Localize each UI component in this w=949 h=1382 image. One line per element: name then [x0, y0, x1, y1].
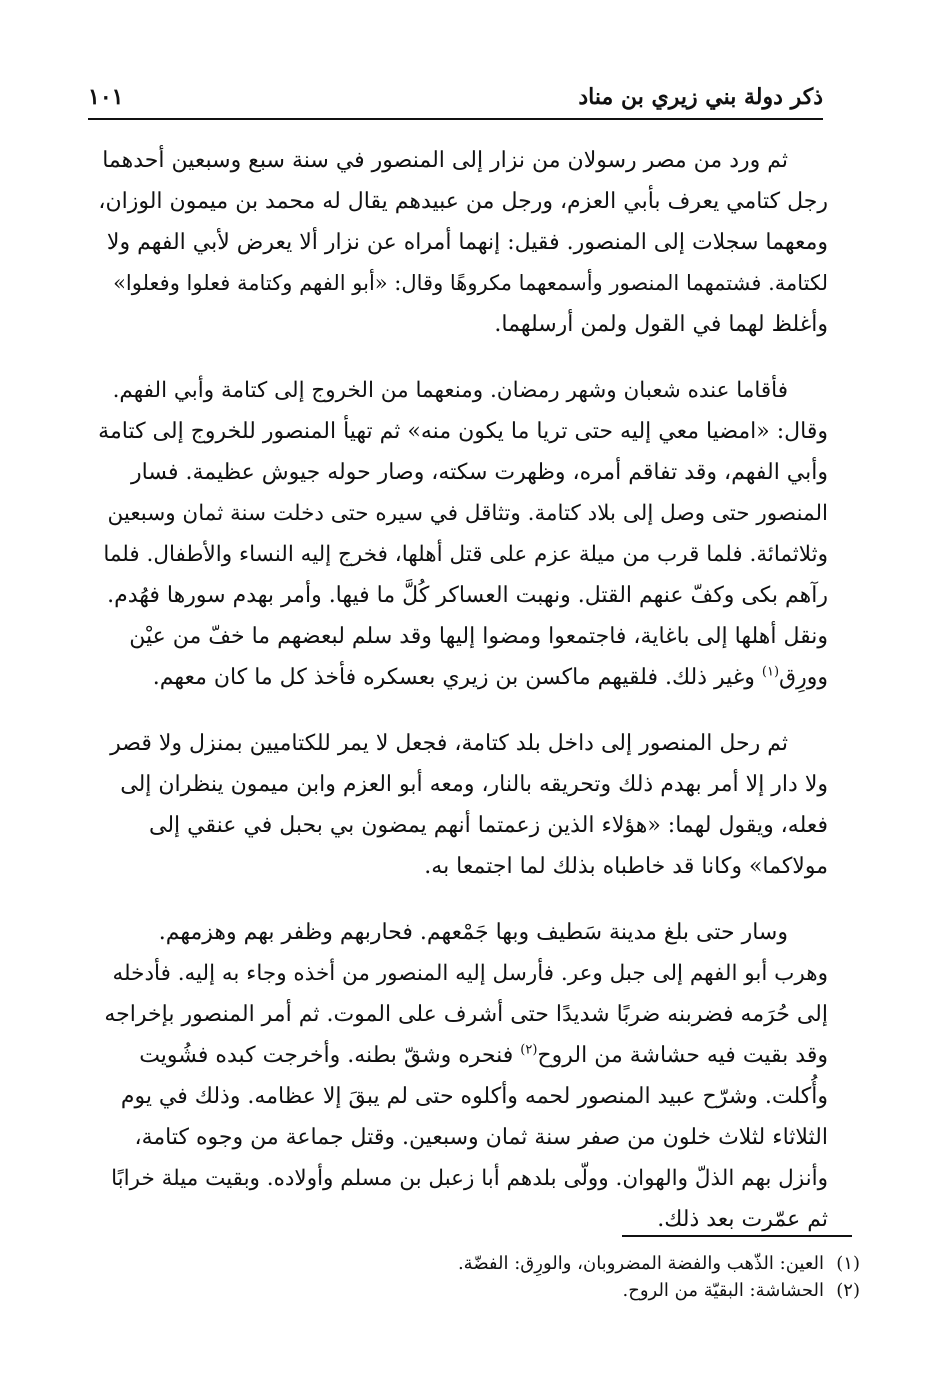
text-line: مولاكما» وكانا قد خاطباه بذلك لما اجتمعا به.	[424, 854, 828, 879]
footnote-text: الحشاشة: البقيّة من الروح.	[622, 1280, 824, 1301]
footnote-ref-2: (٢)	[520, 1042, 538, 1058]
text-fragment: فنحره وشقّ بطنه. وأخرجت كبده فشُويت	[139, 1043, 514, 1068]
text-line: فعله، ويقول لهما: «هؤلاء الذين زعمتما أنهم يمضون بي بحبل في عنقي إلى	[149, 813, 828, 838]
text-line	[98, 657, 828, 698]
text-line: وأبي الفهم، وقد تفاقم أمره، وظهرت سكته، وصار حوله جيوش عظيمة. فسار	[131, 460, 828, 485]
footnote-2	[200, 1277, 860, 1304]
text-line: ثم ورد من مصر رسولان من نزار إلى المنصور في سنة سبع وسبعين أحدهما	[102, 148, 788, 173]
footnote-number: (١)	[836, 1253, 860, 1274]
text-line	[98, 1035, 828, 1076]
text-line: وأنزل بهم الذلّ والهوان. وولّى بلدهم أبا زعبل بن مسلم وأولاده. وبقيت ميلة خرابًا	[111, 1166, 828, 1191]
text-line: وأغلظ لهما في القول ولمن أرسلهما.	[494, 312, 828, 337]
text-line: ونقل أهلها إلى باغاية، فاجتمعوا ومضوا إليها وقد سلم لبعضهم ما خفّ من عيْن	[129, 624, 828, 649]
text-line: فأقاما عنده شعبان وشهر رمضان. ومنعهما من الخروج إلى كتامة وأبي الفهم.	[112, 378, 788, 403]
footnote-number: (٢)	[836, 1280, 860, 1301]
text-line: الثلاثاء لثلاث خلون من صفر سنة ثمان وسبعين. وقتل جماعة من وجوه كتامة،	[134, 1125, 828, 1150]
text-line: ومعهما سجلات إلى المنصور. فقيل: إنهما أمراه عن نزار ألا يعرض لأبي الفهم ولا	[106, 230, 828, 255]
text-line: وقال: «امضيا معي إليه حتى تريا ما يكون منه» ثم تهيأ المنصور للخروج إلى كتامة	[98, 419, 828, 444]
main-text	[98, 140, 828, 1265]
text-line: وهرب أبو الفهم إلى جبل وعر. فأرسل إليه المنصور من أخذه وجاء به إليه. فأدخله	[112, 961, 828, 986]
text-line: المنصور حتى وصل إلى بلاد كتامة. وتثاقل في سيره حتى دخلت سنة ثمان وسبعين	[107, 501, 828, 526]
paragraph-4	[98, 912, 828, 1240]
page-number: ١٠١	[88, 84, 124, 110]
text-line: ثم رحل المنصور إلى داخل بلد كتامة، فجعل لا يمر للكتاميين بمنزل ولا قصر	[110, 731, 788, 756]
text-line: ثم عمّرت بعد ذلك.	[657, 1207, 828, 1232]
paragraph-1	[98, 140, 828, 345]
text-line: وثلاثمائة. فلما قرب من ميلة عزم على قتل أهلها، فخرج إليه النساء والأطفال. فلما	[103, 542, 828, 567]
text-fragment: وغير ذلك. فلقيهم ماكسن بن زيري بعسكره فأخذ كل ما كان معهم.	[152, 665, 755, 690]
text-line: وسار حتى بلغ مدينة سَطيف وبها جَمْعهم. فحاربهم وظفر بهم وهزمهم.	[158, 920, 788, 945]
page-header	[88, 84, 823, 120]
text-line: رآهم بكى وكفّ عنهم القتل. ونهبت العساكر كُلَّ ما فيها. وأمر بهدم سورها فهُدم.	[107, 583, 828, 608]
footnote-divider	[622, 1235, 852, 1237]
text-line: إلى حُرَمه فضربنه ضربًا شديدًا حتى أشرف على الموت. ثم أمر المنصور بإخراجه	[104, 1002, 828, 1027]
footnote-1	[200, 1250, 860, 1277]
text-line: وأُكلت. وشرّح عبيد المنصور لحمه وأكلوه حتى لم يبقَ إلا عظامه. وذلك في يوم	[120, 1084, 828, 1109]
paragraph-2	[98, 370, 828, 698]
footnote-text: العين: الذّهب والفضة المضروبان، والورِق: الفضّة.	[457, 1253, 824, 1274]
footnote-ref-1: (١)	[761, 664, 780, 680]
text-line: ولا دار إلا أمر بهدم ذلك وتحريقه بالنار، ومعه أبو العزم وابن ميمون ينظران إلى	[120, 772, 828, 797]
text-line: لكتامة. فشتمهما المنصور وأسمعهما مكروهًا وقال: «أبو الفهم وكتامة فعلوا وفعلوا»	[113, 271, 828, 295]
footnotes	[200, 1250, 860, 1304]
text-line: رجل كتامي يعرف بأبي العزم، ورجل من عبيدهم يقال له محمد بن ميمون الوزان،	[98, 189, 828, 214]
text-fragment: وورِق	[779, 665, 828, 690]
text-fragment: وقد بقيت فيه حشاشة من الروح	[537, 1043, 828, 1068]
paragraph-3	[98, 723, 828, 887]
running-title: ذكر دولة بني زيري بن مناد	[578, 84, 823, 110]
